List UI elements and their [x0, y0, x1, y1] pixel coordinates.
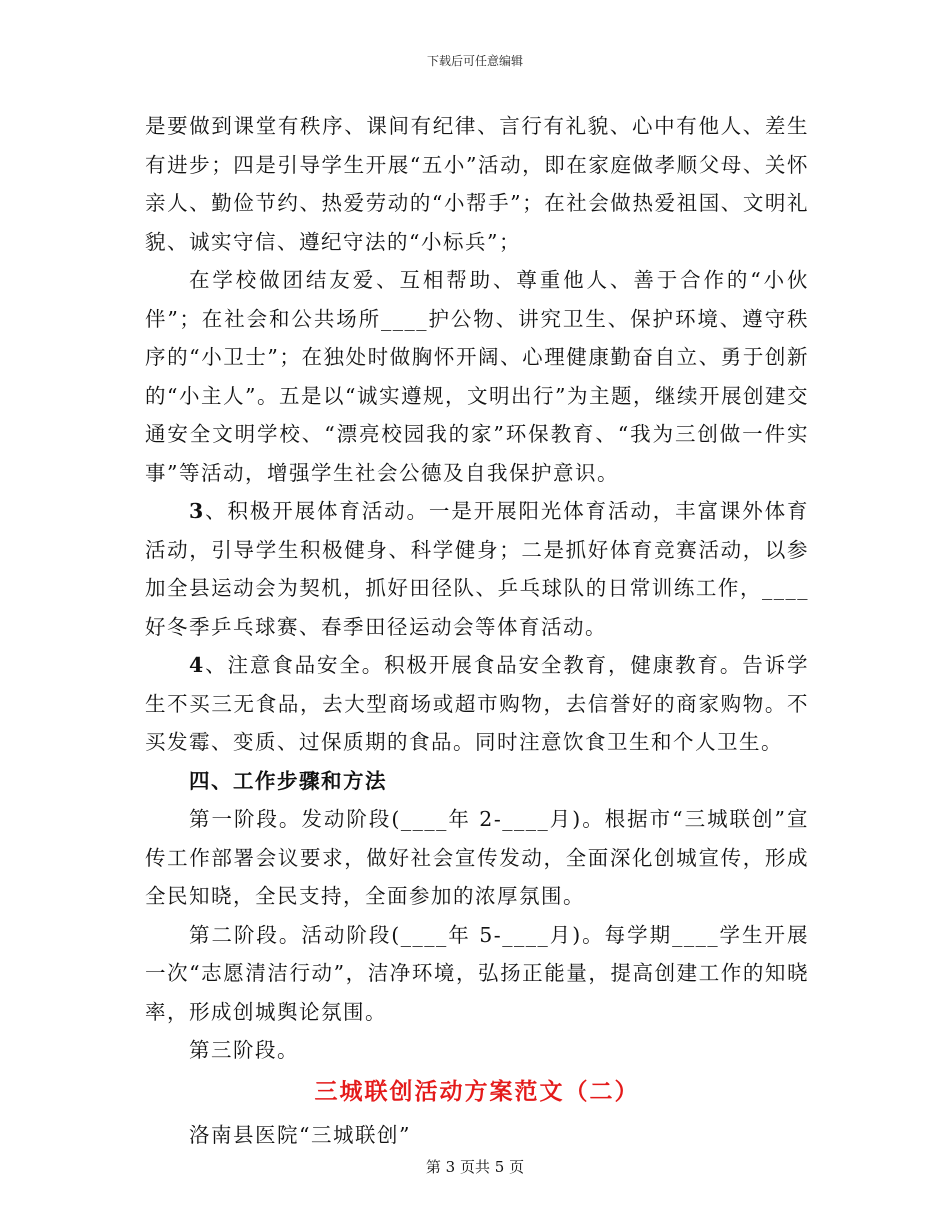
paragraph-stage-3: 第三阶段。 — [189, 1038, 299, 1062]
section-title: 三城联创活动方案范文（二） — [314, 1077, 640, 1105]
paragraph-stage-1: 第一阶段。发动阶段(____年 2-____月)。根据市“三城联创”宣传工作部署会议要求，做好社会宣传发动，全面深化创城宣传，形成全民知晓，全民支持，全面参加的浓厚氛围。 — [145, 807, 809, 908]
paragraph-food-safety — [145, 646, 809, 762]
paragraph-continuation: 是要做到课堂有秩序、课间有纪律、言行有礼貌、心中有他人、差生有进步；四是引导学生开展“五小”活动，即在家庭做孝顺父母、关怀亲人、勤俭节约、热爱劳动的“小帮手”；在社会做热爱祖国、文明礼貌、诚实守信、遵纪守法的“小标兵”； — [145, 114, 809, 254]
paragraph-school-behavior: 在学校做团结友爱、互相帮助、尊重他人、善于合作的“小伙伴”；在社会和公共场所____护公物、讲究卫生、保护环境、遵守秩序的“小卫士”；在独处时做胸怀开阔、心理健康勤奋自立、勇于创新的“小主人”。五是以“诚实遵规，文明出行”为主题，继续开展创建交通安全文明学校、“漂亮校园我的家”环保教育、“我为三创做一件实事”等活动，增强学生社会公德及自我保护意识。 — [145, 268, 809, 485]
paragraph-text: 、注意食品安全。积极开展食品安全教育，健康教育。告诉学生不买三无食品，去大型商场或超市购物，去信誉好的商家购物。不买发霉、变质、过保质期的食品。同时注意饮食卫生和个人卫生。 — [145, 653, 809, 754]
paragraph-stage-2: 第二阶段。活动阶段(____年 5-____月)。每学期____学生开展一次“志愿清洁行动”，洁净环境，弘扬正能量，提高创建工作的知晓率，形成创城舆论氛围。 — [145, 922, 809, 1024]
paragraph-sports — [145, 492, 809, 646]
paragraph-text: 、积极开展体育活动。一是开展阳光体育活动，丰富课外体育活动，引导学生积极健身、科学健身；二是抓好体育竞赛活动，以参加全县运动会为契机，抓好田径队、乒乓球队的日常训练工作，____好冬季乒乓球赛、春季田径运动会等体育活动。 — [145, 499, 809, 639]
paragraph-hospital: 洛南县医院“三城联创” — [189, 1122, 411, 1147]
page-footer: 第 3 页共 5 页 — [425, 1158, 525, 1176]
section-heading-steps: 四、工作步骤和方法 — [189, 768, 387, 793]
page-header: 下载后可任意编辑 — [426, 54, 523, 68]
item-number: 4 — [189, 653, 205, 677]
item-number: 3 — [189, 499, 205, 523]
document-body — [145, 107, 809, 1154]
